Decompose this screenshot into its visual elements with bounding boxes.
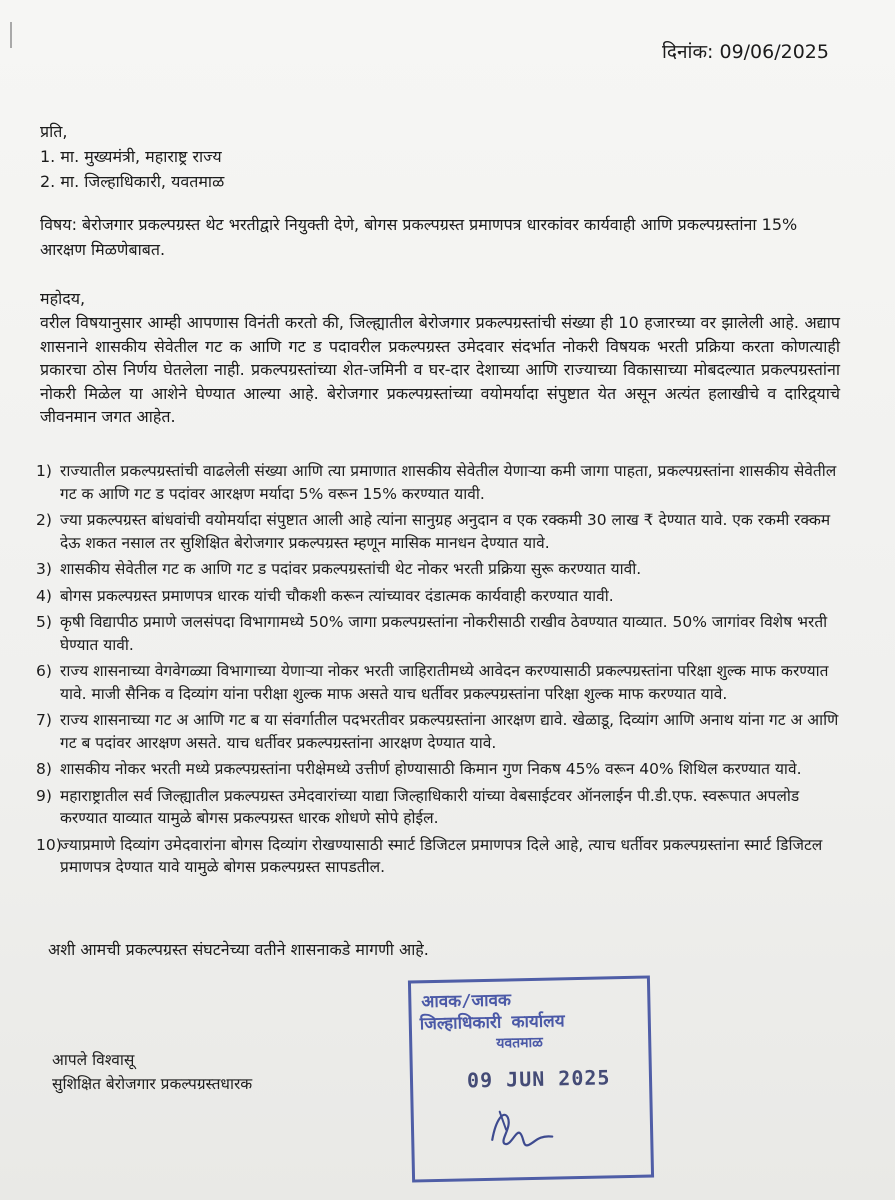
body-paragraph: वरील विषयानुसार आम्ही आपणास विनंती करतो की, जिल्ह्यातील बेरोजगार प्रकल्पग्रस्तांची संख्या ही 10 हजारच्या वर झालेली आहे. अद्याप शासनाने शासकीय सेवेतील गट क आणि गट ड पदावरील प्रकल्पग्रस्त उमेदवार संदर्भात नोकरी विषयक भरती प्रक्रिया करता कोणत्याही प्रकारचा ठोस निर्णय घेतलेला नाही. प्रकल्पग्रस्तांच्या शेत-जमिनी व घर-दार देशाच्या आणि राज्याच्या विकासाच्या मोबदल्यात प्रकल्पग्रस्तांना नोकरी मिळेल या आशेने घेण्यात आल्या आहे. बेरोजगार प्रकल्पग्रस्तांच्या वयोमर्यादा संपुष्टात येत असून अत्यंत हलाखीचे व दारिद्र्याचे जीवनमान जगत आहेत. [40,313,840,426]
demand-number: 6) [36,662,52,680]
demand-text: बोगस प्रकल्पग्रस्त प्रमाणपत्र धारक यांची चौकशी करून त्यांच्यावर दंडात्मक कार्यवाही करण्यात यावी. [60,586,614,605]
list-item [30,509,840,554]
demands-list [30,460,840,883]
demand-text: शासकीय सेवेतील गट क आणि गट ड पदांवर प्रकल्पग्रस्तांची थेट नोकर भरती प्रक्रिया सुरू करण्यात यावी. [60,560,642,578]
demand-number: 1) [36,462,52,480]
letter-date: दिनांक: 09/06/2025 [661,41,829,63]
signoff-line: सुशिक्षित बेरोजगार प्रकल्पग्रस्तधारक [52,1075,253,1093]
stamp-line: जिल्हाधिकारी कार्यालय [419,1011,565,1035]
stamp-line: यवतमाळ [496,1034,543,1052]
inward-stamp [408,975,654,1182]
subject-line: विषय: बेरोजगार प्रकल्पग्रस्त थेट भरतीद्वारे नियुक्ती देणे, बोगस प्रकल्पग्रस्त प्रमाणपत्र धारकांवर कार्यवाही आणि प्रकल्पग्रस्तांना 15% आरक्षण मिळणेबाबत. [40,215,798,259]
signature-block [52,1048,252,1096]
stamp-signature-icon [481,1098,562,1160]
recipients-block [40,120,840,195]
stamp-line: आवक/जावक [421,990,512,1013]
list-item [30,611,840,656]
salutation: महोदय, [40,289,86,308]
recipients-heading: प्रति, [40,122,68,141]
list-item [30,660,840,705]
list-item [30,585,840,608]
demand-number: 7) [36,711,52,729]
demand-number: 8) [36,760,52,778]
demand-number: 4) [36,586,52,605]
demand-text: राज्य शासनाच्या वेगवेगळ्या विभागाच्या येणाऱ्या नोकर भरती जाहिरातीमध्ये आवेदन करण्यासाठी प्रकल्पग्रस्तांना परिक्षा शुल्क माफ करण्यात यावे. माजी सैनिक व दिव्यांग यांना परीक्षा शुल्क माफ असते याच धर्तीवर प्रकल्पग्रस्तांना परिक्षा शुल्क माफ करण्यात यावे. [60,662,829,703]
recipient-item: 2. मा. जिल्हाधिकारी, यवतमाळ [40,172,225,191]
demand-text: शासकीय नोकर भरती मध्ये प्रकल्पग्रस्तांना परीक्षेमध्ये उत्तीर्ण होण्यासाठी किमान गुण निकष 45% वरून 40% शिथिल करण्यात यावे. [60,760,802,778]
demand-text: महाराष्ट्रातील सर्व जिल्ह्यातील प्रकल्पग्रस्त उमेदवारांच्या याद्या जिल्हाधिकारी यांच्या वेबसाईटवर ऑनलाईन पी.डी.एफ. स्वरूपात अपलोड करण्यात याव्यात यामुळे बोगस प्रकल्पग्रस्त धारक शोधणे सोपे होईल. [60,786,800,827]
list-item [30,758,840,781]
demand-number: 10) [36,835,62,854]
demand-number: 3) [36,560,52,578]
signoff-line: आपले विश्वासू [52,1051,135,1069]
demand-text: ज्याप्रमाणे दिव्यांग उमेदवारांना बोगस दिव्यांग रोखण्यासाठी स्मार्ट डिजिटल प्रमाणपत्र दिले आहे, त्याच धर्तीवर प्रकल्पग्रस्तांना स्मार्ट डिजिटल प्रमाणपत्र देण्यात यावे यामुळे बोगस प्रकल्पग्रस्त सापडतील. [60,835,823,876]
demand-text: ज्या प्रकल्पग्रस्त बांधवांची वयोमर्यादा संपुष्टात आली आहे त्यांना सानुग्रह अनुदान व एक रक्कमी 30 लाख ₹ देण्यात यावे. एक रकमी रक्कम देऊ शकत नसाल तर सुशिक्षित बेरोजगार प्रकल्पग्रस्त म्हणून मासिक मानधन देण्यात यावे. [60,511,831,552]
demand-text: कृषी विद्यापीठ प्रमाणे जलसंपदा विभागामध्ये 50% जागा प्रकल्पग्रस्तांना नोकरीसाठी राखीव ठेवण्यात याव्यात. 50% जागांवर विशेष भरती घेण्यात यावी. [60,613,828,654]
stamp-date: 09 JUN 2025 [466,1065,611,1093]
demand-number: 2) [36,511,52,529]
demand-number: 5) [36,613,52,631]
demand-text: राज्य शासनाच्या गट अ आणि गट ब या संवर्गातील पदभरतीवर प्रकल्पग्रस्तांना आरक्षण द्यावे. खेळाडू, दिव्यांग आणि अनाथ यांना गट अ आणि गट ब पदांवर आरक्षण असते. याच धर्तीवर प्रकल्पग्रस्तांना आरक्षण देण्यात यावे. [60,711,839,752]
recipient-item: 1. मा. मुख्यमंत्री, महाराष्ट्र राज्य [40,147,222,166]
page-edge-mark [10,22,12,48]
demand-text: राज्यातील प्रकल्पग्रस्तांची वाढलेली संख्या आणि त्या प्रमाणात शासकीय सेवेतील येणाऱ्या कमी जागा पाहता, प्रकल्पग्रस्तांना शासकीय सेवेतील गट क आणि गट ड पदांवर आरक्षण मर्यादा 5% वरून 15% करण्यात यावी. [60,462,837,503]
closing-line: अशी आमची प्रकल्पग्रस्त संघटनेच्या वतीने शासनाकडे मागणी आहे. [48,940,429,959]
list-item [30,785,840,830]
list-item [30,460,840,505]
list-item [30,709,840,754]
list-item [30,834,840,879]
list-item [30,558,840,581]
demand-number: 9) [36,786,52,805]
